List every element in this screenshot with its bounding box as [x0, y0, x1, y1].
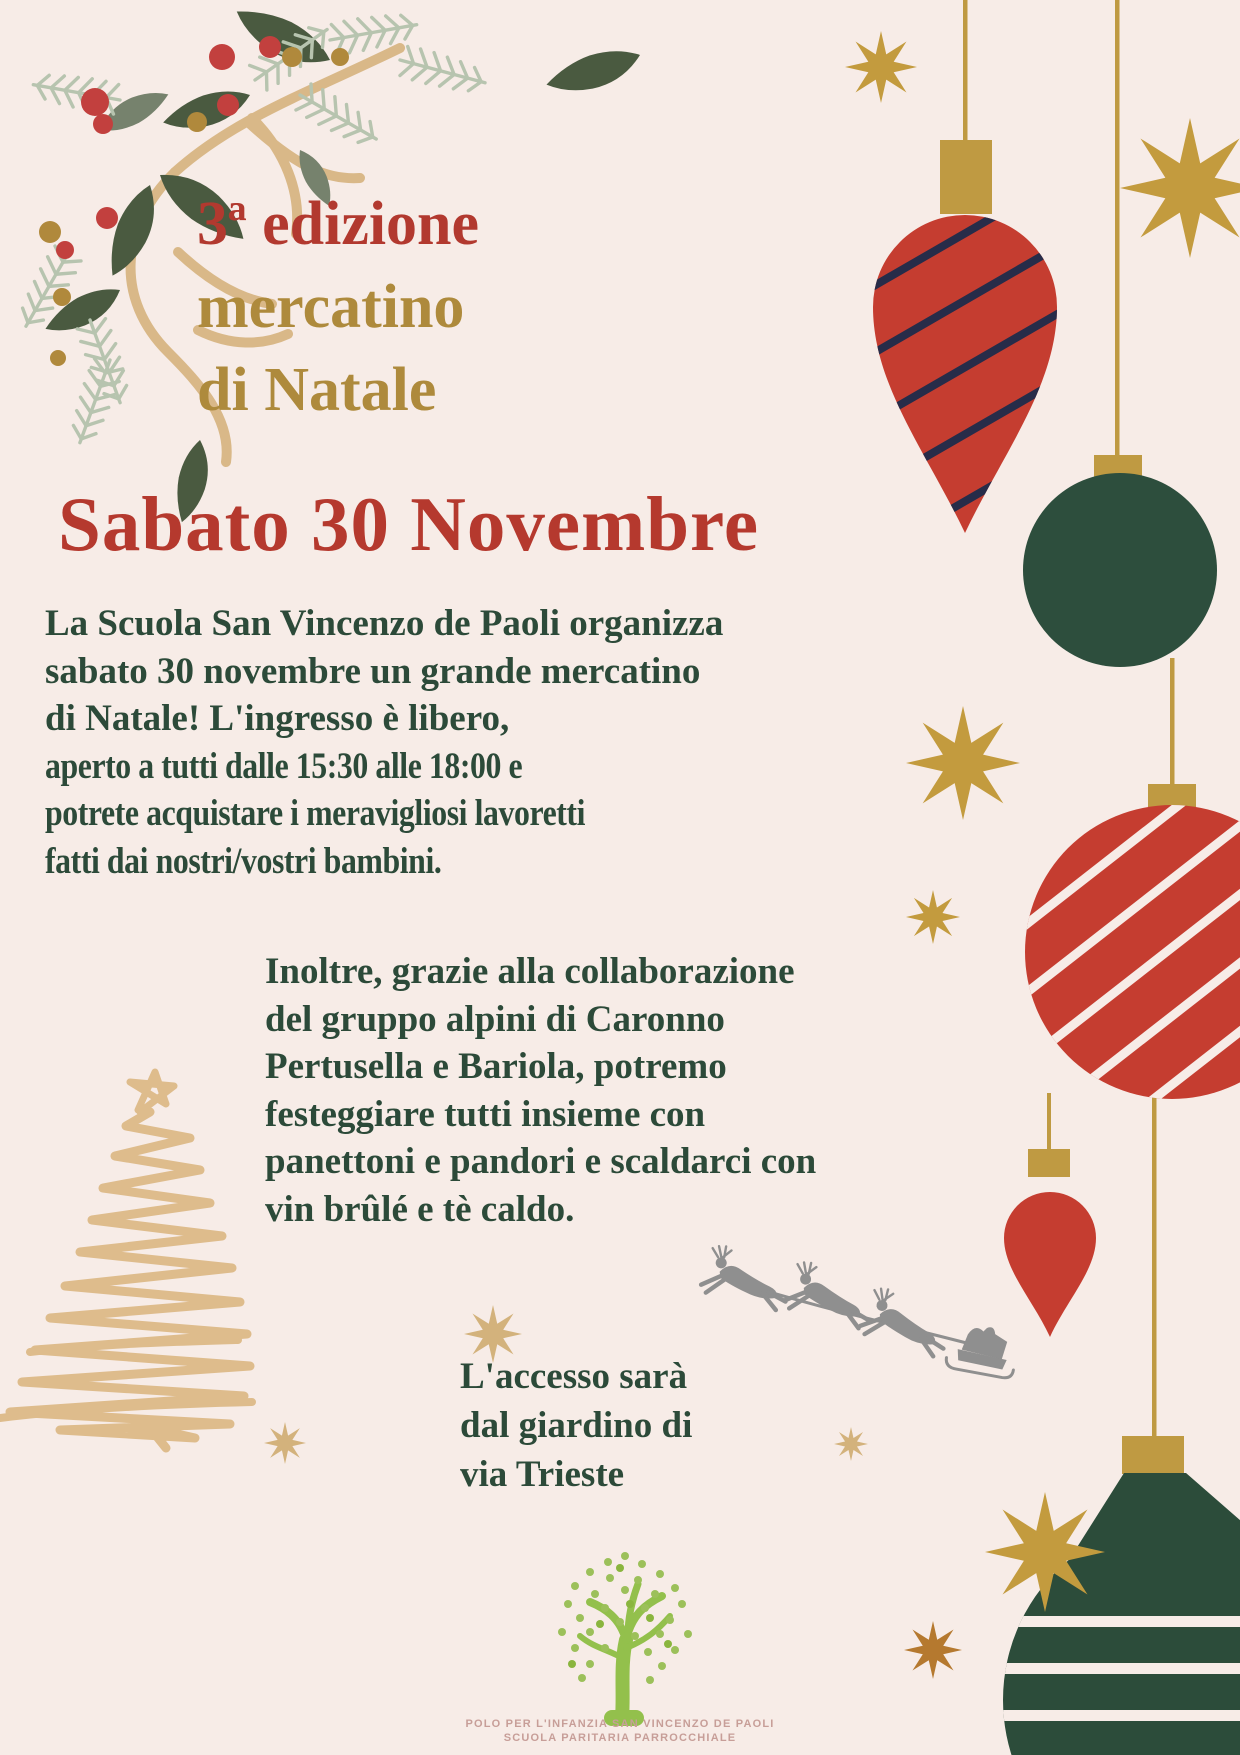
collab-line: Pertusella e Bariola, potremo: [265, 1046, 727, 1087]
santa-sleigh-silhouette: [699, 1243, 1019, 1379]
intro-line-condensed: fatti dai nostri/vostri bambini.: [45, 840, 442, 882]
intro-paragraph: [45, 600, 723, 885]
access-line: L'accesso sarà: [460, 1356, 688, 1397]
star-icon: [834, 1427, 868, 1461]
collab-line: panettoni e pandori e scaldarci con: [265, 1141, 817, 1182]
reindeer-icon: [699, 1243, 793, 1311]
title-line-mercatino: mercatino: [197, 273, 465, 341]
intro-line: di Natale! L'ingresso è libero,: [45, 698, 510, 739]
school-logo-caption-line1: POLO PER L'INFANZIA SAN VINCENZO DE PAOLI: [465, 1718, 775, 1730]
poster-title: [197, 183, 479, 432]
school-tree-logo: [558, 1552, 692, 1718]
collab-line: festeggiare tutti insieme con: [265, 1093, 706, 1135]
scribble-christmas-tree: [0, 1072, 252, 1448]
small-teardrop-ornament: [1004, 1192, 1096, 1337]
star-icon: [1120, 118, 1240, 258]
school-logo-caption: [420, 1717, 820, 1745]
school-logo-caption-line2: SCUOLA PARITARIA PARROCCHIALE: [503, 1732, 737, 1744]
title-line-edition: 3ª edizione: [197, 190, 480, 258]
intro-line-condensed: aperto a tutti dalle 15:30 alle 18:00 e: [45, 745, 523, 787]
star-icon: [906, 706, 1020, 820]
reindeer-icon: [782, 1259, 877, 1330]
intro-line: [45, 743, 723, 791]
access-line: via Trieste: [460, 1454, 625, 1495]
title-line-natale: di Natale: [197, 356, 437, 424]
intro-line: sabato 30 novembre un grande mercatino: [45, 650, 701, 692]
reindeer-icon: [858, 1285, 955, 1358]
access-line: dal giardino di: [460, 1405, 693, 1446]
star-icon: [985, 1492, 1105, 1612]
date-heading: Sabato 30 Novembre: [58, 481, 759, 567]
collaboration-paragraph: [265, 948, 816, 1233]
star-icon: [904, 1621, 962, 1679]
star-icon: [264, 1422, 306, 1464]
collab-line: Inoltre, grazie alla collaborazione: [265, 951, 795, 992]
intro-line: La Scuola San Vincenzo de Paoli organizza: [45, 603, 724, 644]
intro-line: [45, 838, 723, 886]
star-icon: [845, 31, 917, 103]
intro-line: [45, 790, 723, 838]
green-ball-ornament: [1023, 473, 1217, 667]
collab-line: vin brûlé e tè caldo.: [265, 1188, 575, 1230]
access-note: [460, 1352, 692, 1499]
collab-line: del gruppo alpini di Caronno: [265, 998, 725, 1040]
sleigh-icon: [945, 1322, 1019, 1379]
star-icon: [906, 890, 960, 944]
intro-line-condensed: potrete acquistare i meravigliosi lavoretti: [45, 793, 586, 834]
